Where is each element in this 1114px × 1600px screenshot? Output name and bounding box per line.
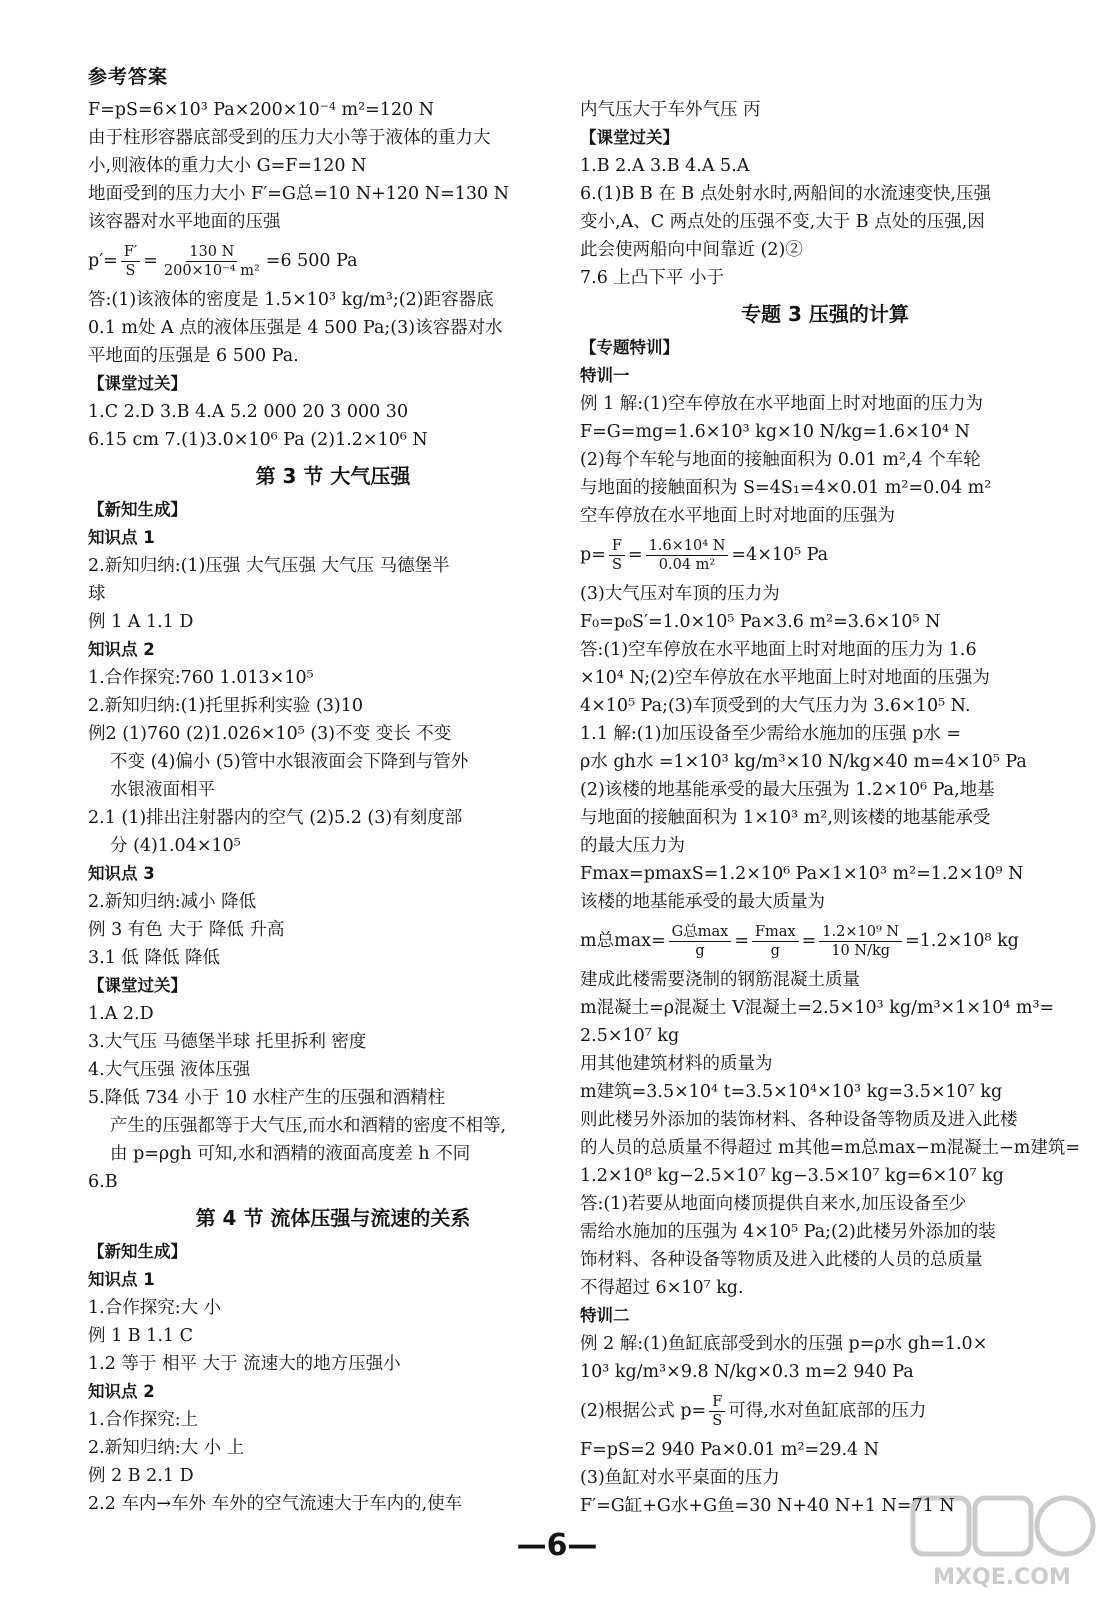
answer-line: Fmax=pmaxS=1.2×10⁶ Pa×1×10³ m²=1.2×10⁹ N [580,864,1024,884]
answer-line: 3.1 低 降低 降低 [88,948,221,968]
answer-line: 不得超过 6×10⁷ kg. [580,1278,744,1298]
answer-line: 例 3 有色 大于 降低 升高 [88,920,285,940]
bracket-heading: 【课堂过关】 [580,128,679,147]
answer-line: 则此楼另外添加的装饰材料、各种设备等物质及进入此楼 [580,1110,1018,1130]
fraction [752,923,799,960]
fraction-denominator: g [770,942,780,959]
answer-line: 由 p=ρgh 可知,水和酒精的液面高度差 h 不同 [110,1144,471,1164]
section-title: 第 3 节 大气压强 [255,464,411,488]
answer-line: 1.1 解:(1)加压设备至少需给水施加的压强 p水 = [580,724,962,744]
answer-line: 1.合作探究:上 [88,1410,199,1430]
knowledge-point-heading: 知识点 3 [88,864,155,883]
answer-line: 小,则液体的重力大小 G=F=120 N [88,156,367,176]
knowledge-point-heading: 知识点 1 [88,1270,155,1289]
watermark-logo [905,1492,1100,1592]
answer-line: 2.新知归纳:(1)托里拆利实验 (3)10 [88,696,364,716]
inline-formula-line [580,1388,1070,1434]
section-title: 专题 3 压强的计算 [741,302,909,326]
fraction-numerator: Fmax [752,923,799,942]
fraction-denominator: S [611,556,622,573]
fraction-numerator: 1.2×10⁹ N [819,923,902,942]
formula-equals: = [143,251,158,271]
fraction-numerator: 1.6×10⁴ N [646,537,729,556]
answer-line: 2.新知归纳:减小 降低 [88,892,257,912]
fraction-numerator: 130 N [186,243,237,262]
answer-line: 地面受到的压力大小 F′=G总=10 N+120 N=130 N [88,184,510,204]
formula-equals: = [801,931,817,951]
answer-line: 由于柱形容器底部受到的压力大小等于液体的重力大 [88,128,491,148]
left-column [88,96,578,1518]
answer-line: 球 [88,584,106,604]
answer-line: 1.2 等于 相平 大于 流速大的地方压强小 [88,1354,401,1374]
fraction [819,923,902,960]
fraction-denominator: 0.04 m² [658,556,716,573]
answer-line: 与地面的接触面积为 1×10³ m²,则该楼的地基能承受 [580,808,991,828]
fraction-denominator: 200×10⁻⁴ m² [163,262,260,279]
watermark-text: MXQE.COM [933,1565,1071,1590]
answer-line: 2.1 (1)排出注射器内的空气 (2)5.2 (3)有刻度部 [88,808,463,828]
page-header: 参考答案 [88,66,169,88]
fraction-denominator: S [125,262,136,279]
answer-line: F₀=p₀S′=1.0×10⁵ Pa×3.6 m²=3.6×10⁵ N [580,612,941,632]
knowledge-point-heading: 知识点 1 [88,528,155,547]
answer-line: 例2 (1)760 (2)1.026×10⁵ (3)不变 变长 不变 [88,724,452,744]
answer-line: (2)该楼的地基能承受的最大压强为 1.2×10⁶ Pa,地基 [580,780,995,800]
formula-suffix: 可得,水对鱼缸底部的压力 [728,1401,927,1421]
formula-equals: = [627,545,643,565]
fraction-denominator: 10 N/kg [831,942,891,959]
answer-line: 2.2 车内→车外 车外的空气流速大于车内的,使车 [88,1494,463,1514]
knowledge-point-heading: 知识点 2 [88,640,155,659]
answer-line: 1.合作探究:760 1.013×10⁵ [88,668,314,688]
page-number: —6— [516,1528,598,1563]
bracket-heading: 【专题特训】 [580,338,679,357]
bracket-heading: 【课堂过关】 [88,976,187,995]
answer-line: 3.大气压 马德堡半球 托里拆利 密度 [88,1032,367,1052]
answer-line: 4×10⁵ Pa;(3)车顶受到的大气压力为 3.6×10⁵ N. [580,696,971,716]
answer-line: 内气压大于车外气压 丙 [580,100,761,120]
answer-line: 答:(1)若要从地面向楼顶提供自来水,加压设备至少 [580,1194,967,1214]
answer-line: (3)鱼缸对水平桌面的压力 [580,1468,780,1488]
answer-line: m混凝土=ρ混凝土 V混凝土=2.5×10³ kg/m³×1×10⁴ m³= [580,998,1055,1018]
formula-rhs: =1.2×10⁸ kg [905,931,1019,951]
bracket-heading: 【课堂过关】 [88,374,187,393]
answer-line: 2.新知归纳:(1)压强 大气压强 大气压 马德堡半 [88,556,450,576]
answer-line: 4.大气压强 液体压强 [88,1060,251,1080]
answer-line: 2.新知归纳:大 小 上 [88,1438,245,1458]
answer-line: (2)每个车轮与地面的接触面积为 0.01 m²,4 个车轮 [580,450,981,470]
fraction-denominator: g [695,942,705,959]
answer-line: 该容器对水平地面的压强 [88,212,281,232]
answer-line: F′=G缸+G水+G鱼=30 N+40 N+1 N=71 N [580,1496,955,1516]
mass-formula [580,918,1070,964]
formula-lhs: m总max= [580,931,666,951]
answer-line: 与地面的接触面积为 S=4S₁=4×0.01 m²=0.04 m² [580,478,992,498]
answer-line: 的人员的总质量不得超过 m其他=m总max−m混凝土−m建筑= [580,1138,1080,1158]
right-column [580,96,1080,1520]
answer-line: 0.1 m处 A 点的液体压强是 4 500 Pa;(3)该容器对水 [88,318,503,338]
answer-line: 例 1 B 1.1 C [88,1326,193,1346]
answer-line: 2.5×10⁷ kg [580,1026,680,1046]
formula-lhs: p= [580,545,606,565]
answer-line: 平地面的压强是 6 500 Pa. [88,346,299,366]
formula-lhs: p′= [88,251,118,271]
answer-line: 7.6 上凸下平 小于 [580,268,724,288]
answer-line: 6.(1)B B 在 B 点处射水时,两船间的水流速变快,压强 [580,184,991,204]
fraction [609,537,625,574]
answer-line: 6.15 cm 7.(1)3.0×10⁶ Pa (2)1.2×10⁶ N [88,430,428,450]
answer-line: 建成此楼需要浇制的钢筋混凝土质量 [580,970,860,990]
fraction-denominator: S [712,1412,723,1429]
answer-line: 分 (4)1.04×10⁵ [110,836,241,856]
pressure-formula [580,532,1070,578]
fraction [121,243,140,280]
answer-line: F=pS=2 940 Pa×0.01 m²=29.4 N [580,1440,880,1460]
answer-line: 例 1 A 1.1 D [88,612,194,632]
fraction-numerator: F [709,1393,725,1412]
answer-line: 用其他建筑材料的质量为 [580,1054,773,1074]
knowledge-point-heading: 知识点 2 [88,1382,155,1401]
answer-line: 此会使两船向中间靠近 (2)② [580,240,803,260]
bracket-heading: 【新知生成】 [88,500,187,519]
answer-line: 例 2 B 2.1 D [88,1466,194,1486]
answer-line: m建筑=3.5×10⁴ t=3.5×10⁴×10³ kg=3.5×10⁷ kg [580,1082,1003,1102]
answer-line: 1.C 2.D 3.B 4.A 5.2 000 20 3 000 30 [88,402,409,422]
section-title: 第 4 节 流体压强与流速的关系 [195,1206,471,1230]
fraction [669,923,732,960]
answer-line: 产生的压强都等于大气压,而水和酒精的密度不相等, [110,1116,507,1136]
answer-line: 空车停放在水平地面上时对地面的压强为 [580,506,895,526]
fraction-numerator: F [609,537,625,556]
answer-line: 该楼的地基能承受的最大质量为 [580,892,825,912]
answer-line: 需给水施加的压强为 4×10⁵ Pa;(2)此楼另外添加的装 [580,1222,996,1242]
answer-line: 1.A 2.D [88,1004,154,1024]
answer-line: 6.B [88,1172,118,1192]
training-heading: 特训一 [580,366,630,385]
answer-line: 10³ kg/m³×9.8 N/kg×0.3 m=2 940 Pa [580,1362,914,1382]
formula-prefix: (2)根据公式 p= [580,1401,707,1421]
answer-line: 答:(1)该液体的密度是 1.5×10³ kg/m³;(2)距容器底 [88,290,494,310]
formula-equals: = [734,931,749,951]
answer-line: 例 1 解:(1)空车停放在水平地面上时对地面的压力为 [580,394,983,414]
fraction [646,537,729,574]
answer-line: F=pS=6×10³ Pa×200×10⁻⁴ m²=120 N [88,100,435,120]
answer-line: 5.降低 734 小于 10 水柱产生的压强和酒精柱 [88,1088,446,1108]
answer-line: 不变 (4)偏小 (5)管中水银液面会下降到与管外 [110,752,469,772]
answer-line: 例 2 解:(1)鱼缸底部受到水的压强 p=ρ水 gh=1.0× [580,1334,988,1354]
answer-line: 1.合作探究:大 小 [88,1298,222,1318]
fraction-numerator: G总max [669,923,732,942]
answer-line: 1.2×10⁸ kg−2.5×10⁷ kg−3.5×10⁷ kg=6×10⁷ kg [580,1166,1004,1186]
answer-line: 水银液面相平 [110,780,215,800]
answer-line: 的最大压力为 [580,836,685,856]
pressure-formula [88,238,578,284]
fraction-numerator: F′ [121,243,140,262]
answer-line: 答:(1)空车停放在水平地面上时对地面的压力为 1.6 [580,640,977,660]
answer-line: 饰材料、各种设备等物质及进入此楼的人员的总质量 [580,1250,983,1270]
answer-line: 1.B 2.A 3.B 4.A 5.A [580,156,750,176]
training-heading: 特训二 [580,1306,630,1325]
bracket-heading: 【新知生成】 [88,1242,187,1261]
answer-line: ×10⁴ N;(2)空车停放在水平地面上时对地面的压强为 [580,668,990,688]
fraction [161,243,263,280]
answer-line: 变小,A、C 两点处的压强不变,大于 B 点处的压强,因 [580,212,985,232]
fraction [709,1393,725,1430]
answer-line: ρ水 gh水 =1×10³ kg/m³×10 N/kg×40 m=4×10⁵ Pa [580,752,1027,772]
answer-line: (3)大气压对车顶的压力为 [580,584,780,604]
formula-rhs: =4×10⁵ Pa [731,545,829,565]
formula-rhs: =6 500 Pa [265,251,358,271]
answer-line: F=G=mg=1.6×10³ kg×10 N/kg=1.6×10⁴ N [580,422,970,442]
